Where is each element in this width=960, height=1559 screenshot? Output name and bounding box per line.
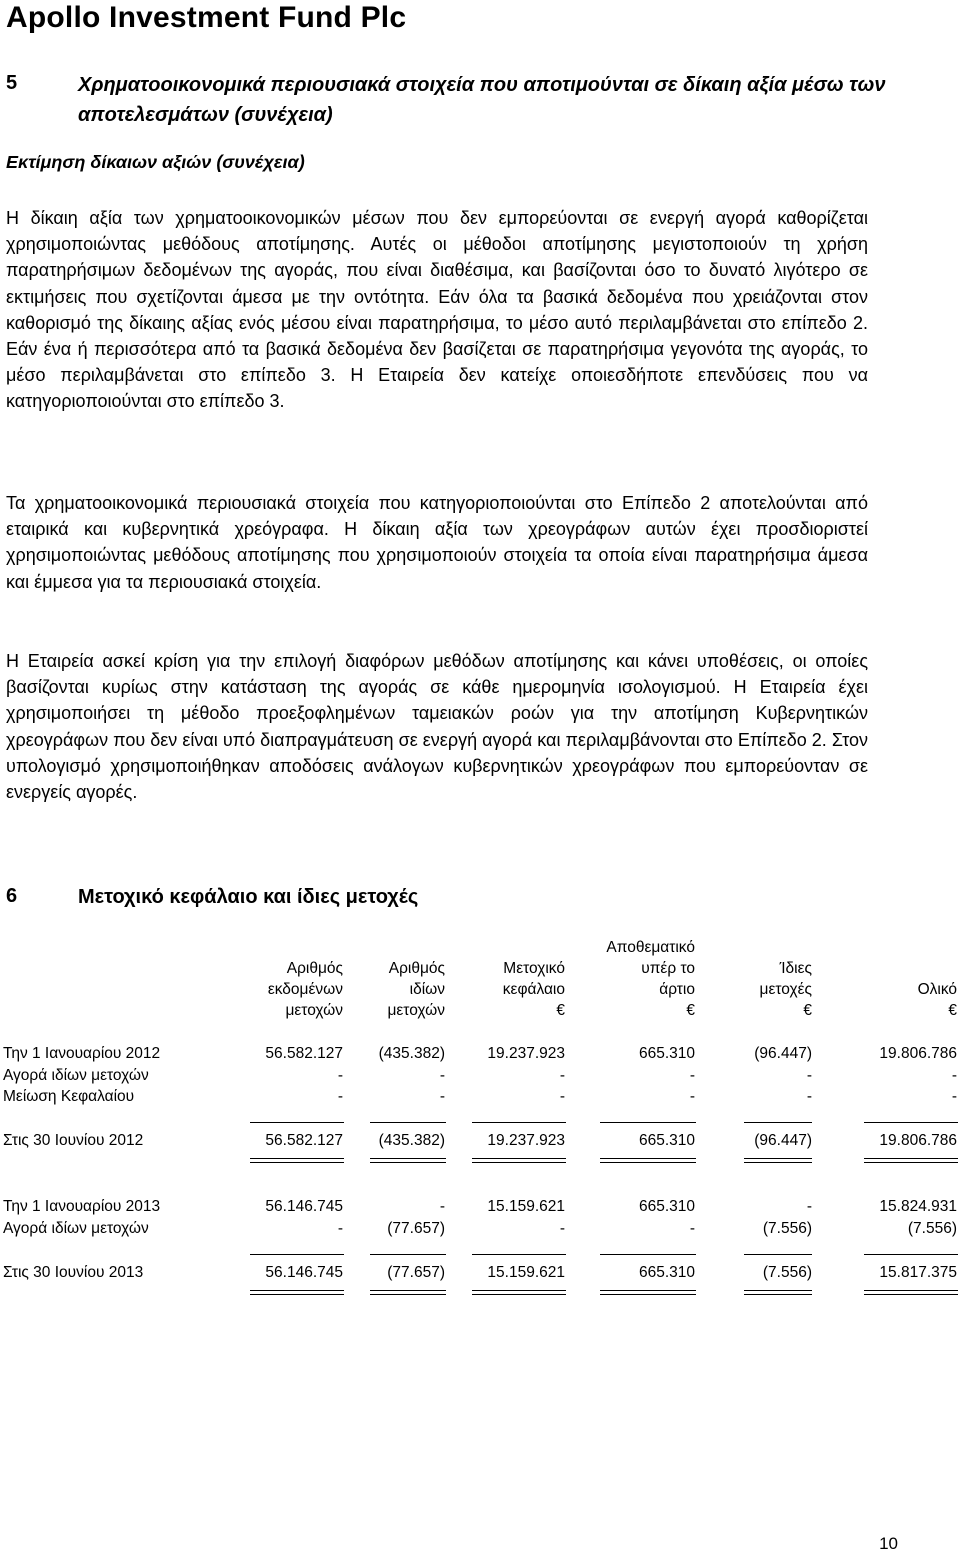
- table-row: [0, 1196, 960, 1218]
- table-cell: 56.146.745: [265, 1264, 343, 1281]
- sum-rule: [600, 1254, 696, 1255]
- total-double-rule: [744, 1290, 812, 1295]
- table-cell: (96.447): [754, 1132, 812, 1149]
- table-row: [0, 1086, 960, 1108]
- table-cell: 665.310: [638, 1264, 695, 1281]
- total-double-rule: [600, 1290, 696, 1295]
- currency-label: €: [556, 1002, 565, 1019]
- table-cell: (77.657): [387, 1220, 445, 1237]
- total-double-rule: [472, 1158, 566, 1163]
- document-title: Apollo Investment Fund Plc: [6, 1, 407, 34]
- section-number: 6: [6, 885, 18, 907]
- row-label: Αγορά ιδίων μετοχών: [3, 1067, 149, 1084]
- table-cell: 15.824.931: [879, 1198, 957, 1215]
- sum-rule: [370, 1122, 446, 1123]
- table-cell: (7.556): [907, 1220, 957, 1237]
- paragraph: Η Εταιρεία ασκεί κρίση για την επιλογή διαφόρων μεθόδων αποτίμησης και κάνει υποθέσεις, οι οποίες βασίζονται κυρίως στην κατάσταση της αγοράς σε κάθε ημερομηνία ισολογισμού. Η Εταιρεία έχει χρησιμοποιήσει τη μέθοδο προεξοφλημένων ταμειακών ροών για την αποτίμηση Κυβερνητικών χρεογράφων που δεν είναι υπό διαπραγμάτευση σε ενεργή αγορά και περιλαμβάνονται στο Επίπεδο 2. Στον υπολογισμό χρησιμοποιήθηκαν αποδόσεις ανάλογων κυβερνητικών χρεογράφων που εμπορεύονταν σε ενεργείς αγορές.: [6, 651, 868, 803]
- row-label: Μείωση Κεφαλαίου: [3, 1088, 135, 1105]
- sum-rule: [250, 1122, 344, 1123]
- section-title: Μετοχικό κεφάλαιο και ίδιες μετοχές: [78, 886, 419, 908]
- page-number: 10: [879, 1534, 898, 1553]
- sum-rule: [472, 1122, 566, 1123]
- table-cell: 665.310: [638, 1132, 695, 1149]
- table-cell: 19.806.786: [879, 1132, 957, 1149]
- table-cell: (7.556): [762, 1264, 812, 1281]
- table-cell: 56.582.127: [265, 1132, 343, 1149]
- table-cell: 19.806.786: [879, 1045, 957, 1062]
- total-double-rule: [744, 1158, 812, 1163]
- table-cell: 15.159.621: [487, 1198, 565, 1215]
- table-row: [0, 1262, 960, 1284]
- table-cell: 19.237.923: [487, 1045, 565, 1062]
- table-cell: -: [439, 1067, 445, 1084]
- table-cell: -: [439, 1198, 445, 1215]
- table-cell: -: [337, 1220, 343, 1237]
- sum-rule: [744, 1122, 812, 1123]
- table-cell: -: [559, 1067, 565, 1084]
- table-cell: -: [689, 1220, 695, 1237]
- sum-rule: [472, 1254, 566, 1255]
- sum-rule: [864, 1122, 958, 1123]
- column-header: Αριθμός εκδομένων μετοχών: [267, 960, 343, 1019]
- currency-label: €: [803, 1002, 812, 1019]
- table-cell: -: [689, 1088, 695, 1105]
- sum-rule: [600, 1122, 696, 1123]
- table-cell: -: [559, 1220, 565, 1237]
- total-double-rule: [370, 1290, 446, 1295]
- table-cell: 56.582.127: [265, 1045, 343, 1062]
- table-cell: -: [689, 1067, 695, 1084]
- sum-rule: [744, 1254, 812, 1255]
- column-header: Ίδιες μετοχές €: [759, 960, 812, 1019]
- row-label: Στις 30 Ιουνίου 2012: [3, 1132, 144, 1149]
- section-number: 5: [6, 72, 18, 94]
- paragraph: Τα χρηματοοικονομικά περιουσιακά στοιχεία που κατηγοριοποιούνται στο Επίπεδο 2 αποτελούνται από εταιρικά και κυβερνητικά χρεόγραφα. Η δίκαιη αξία των χρεογράφων αυτών έχει προσδιοριστεί χρησιμοποιώντας μεθόδους αποτίμησης που χρησιμοποιούν στοιχεία τα οποία είναι παρατηρήσιμα άμεσα και έμμεσα για τα περιουσιακά στοιχεία.: [6, 493, 868, 592]
- row-label: Την 1 Ιανουαρίου 2012: [3, 1045, 161, 1062]
- table-cell: -: [337, 1067, 343, 1084]
- section-subheading: Εκτίμηση δίκαιων αξιών (συνέχεια): [6, 152, 305, 172]
- total-double-rule: [370, 1158, 446, 1163]
- total-double-rule: [250, 1158, 344, 1163]
- row-label: Αγορά ιδίων μετοχών: [3, 1220, 149, 1237]
- table-row: [0, 1065, 960, 1087]
- table-cell: (435.382): [378, 1045, 445, 1062]
- table-row: [0, 1130, 960, 1152]
- table-cell: -: [559, 1088, 565, 1105]
- table-cell: (435.382): [378, 1132, 445, 1149]
- sum-rule: [250, 1254, 344, 1255]
- table-cell: 15.817.375: [879, 1264, 957, 1281]
- total-double-rule: [864, 1290, 958, 1295]
- paragraph: Η δίκαιη αξία των χρηματοοικονομικών μέσων που δεν εμπορεύονται σε ενεργή αγορά καθορίζεται χρησιμοποιώντας μεθόδους αποτίμησης. Αυτές οι μέθοδοι αποτίμησης μεγιστοποιούν τη χρήση παρατηρήσιμων δεδομένων της αγοράς, που είναι διαθέσιμα, και βασίζονται όσο το δυνατό λιγότερο σε εκτιμήσεις που σχετίζονται άμεσα με την οντότητα. Εάν όλα τα βασικά δεδομένα που χρειάζονται στον καθορισμό της δίκαιης αξίας ενός μέσου είναι παρατηρήσιμα, το μέσο αυτό περιλαμβάνεται στο επίπεδο 2. Εάν ένα ή περισσότερα από τα βασικά δεδομένα δεν βασίζεται σε παρατηρήσιμα γεγονότα της αγοράς, το μέσο περιλαμβάνεται στο επίπεδο 3. Η Εταιρεία δεν κατείχε οποιεσδήποτε επενδύσεις που να κατηγοριοποιούνται στο επίπεδο 3.: [6, 208, 868, 412]
- table-cell: 665.310: [638, 1198, 695, 1215]
- sum-rule: [864, 1254, 958, 1255]
- total-double-rule: [472, 1290, 566, 1295]
- table-cell: -: [951, 1067, 957, 1084]
- total-double-rule: [600, 1158, 696, 1163]
- table-cell: -: [337, 1088, 343, 1105]
- row-label: Στις 30 Ιουνίου 2013: [3, 1264, 144, 1281]
- column-header: Μετοχικό κεφάλαιο €: [502, 960, 565, 1019]
- section-title: Χρηματοοικονομικά περιουσιακά στοιχεία που αποτιμούνται σε δίκαιη αξία μέσω των αποτελεσμάτων (συνέχεια): [78, 74, 886, 126]
- total-double-rule: [864, 1158, 958, 1163]
- sum-rule: [370, 1254, 446, 1255]
- table-cell: -: [806, 1067, 812, 1084]
- table-cell: 19.237.923: [487, 1132, 565, 1149]
- table-cell: (7.556): [762, 1220, 812, 1237]
- table-cell: -: [806, 1088, 812, 1105]
- total-double-rule: [250, 1290, 344, 1295]
- table-cell: 15.159.621: [487, 1264, 565, 1281]
- table-cell: 56.146.745: [265, 1198, 343, 1215]
- table-cell: (96.447): [754, 1045, 812, 1062]
- table-cell: (77.657): [387, 1264, 445, 1281]
- table-cell: -: [951, 1088, 957, 1105]
- column-header: Αριθμός ιδίων μετοχών: [387, 960, 445, 1019]
- row-label: Την 1 Ιανουαρίου 2013: [3, 1198, 161, 1215]
- table-row: [0, 1218, 960, 1240]
- column-header: Ολικό €: [917, 981, 957, 1019]
- currency-label: €: [686, 1002, 695, 1019]
- table-row: [0, 1043, 960, 1065]
- column-header: Αποθεματικό υπέρ το άρτιο €: [606, 939, 695, 1019]
- table-cell: 665.310: [638, 1045, 695, 1062]
- currency-label: €: [948, 1002, 957, 1019]
- table-cell: -: [806, 1198, 812, 1215]
- table-cell: -: [439, 1088, 445, 1105]
